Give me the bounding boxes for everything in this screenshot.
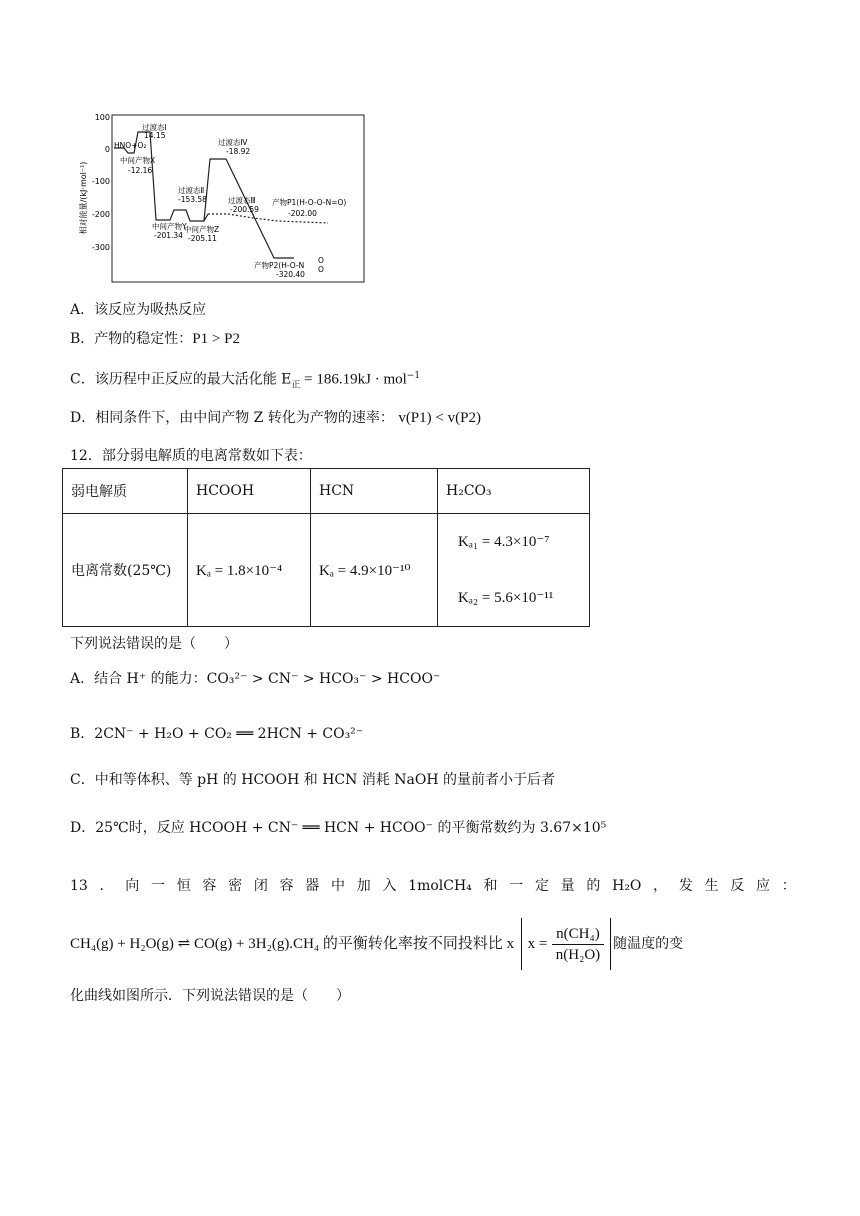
q11-option-c bbox=[70, 366, 420, 395]
label-ts3-value: -200.59 bbox=[230, 205, 259, 214]
stem-word: 恒 bbox=[176, 878, 191, 894]
stem-word: 密 bbox=[228, 878, 243, 894]
energy-profile-diagram bbox=[78, 110, 368, 285]
label-p2: 产物P2(H-O-N bbox=[254, 261, 305, 270]
stem-word: 容 bbox=[202, 878, 217, 894]
ratio-lhs: x = bbox=[527, 936, 548, 952]
label-ts3: 过渡态Ⅲ bbox=[228, 196, 256, 205]
label-ts1-value: 14.15 bbox=[144, 131, 166, 140]
stem-word: 1molCH₄ bbox=[408, 878, 472, 894]
stem-word: 反 bbox=[730, 878, 745, 894]
stem-word: 生 bbox=[704, 878, 719, 894]
label-intz-value: -205.11 bbox=[188, 234, 217, 243]
table-header: HCN bbox=[311, 469, 438, 514]
q11-option-b-text: B．产物的稳定性： bbox=[70, 331, 193, 347]
label-intx-value: -12.16 bbox=[128, 166, 153, 175]
stem-word: 和 bbox=[483, 878, 498, 894]
q13-eq-tail: 随温度的变 bbox=[613, 936, 684, 952]
stem-word: 入 bbox=[382, 878, 397, 894]
stem-word: 闭 bbox=[253, 878, 268, 894]
q13-equation bbox=[70, 918, 683, 970]
y-tick: -300 bbox=[91, 243, 110, 252]
q11-option-d bbox=[70, 408, 481, 428]
q12-option-b: B．2CN⁻ + H₂O + CO₂ ══ 2HCN + CO₃²⁻ bbox=[70, 726, 364, 742]
ionization-constant-table bbox=[62, 468, 590, 627]
q12-option-c: C．中和等体积、等 pH 的 HCOOH 和 HCN 消耗 NaOH 的量前者小于后者 bbox=[70, 772, 556, 788]
q13-line3: 化曲线如图所示．下列说法错误的是（ ） bbox=[70, 988, 350, 1004]
table-cell: Kₐ = 4.9×10⁻¹⁰ bbox=[311, 514, 438, 627]
stem-word: 向 bbox=[125, 878, 140, 894]
stem-word: 一 bbox=[150, 878, 165, 894]
y-tick: -200 bbox=[91, 210, 110, 219]
table-cell: 电离常数(25℃) bbox=[63, 514, 188, 627]
q12-option-d: D．25℃时，反应 HCOOH + CN⁻ ══ HCN + HCOO⁻ 的平衡常数约为 3.67×10⁵ bbox=[70, 820, 607, 836]
stem-word: 定 bbox=[534, 878, 549, 894]
label-ts2-value: -153.58 bbox=[178, 195, 207, 204]
stem-word: 的 bbox=[586, 878, 601, 894]
ratio-numerator: n(CH₄) bbox=[552, 924, 604, 945]
q13-stem bbox=[70, 876, 796, 896]
label-ts1: 过渡态Ⅰ bbox=[142, 123, 167, 132]
stem-word: 中 bbox=[331, 878, 346, 894]
stem-word: 器 bbox=[305, 878, 320, 894]
table-cell-h2co3 bbox=[438, 514, 590, 627]
label-intx: 中间产物X bbox=[120, 156, 156, 165]
y-tick: 0 bbox=[104, 145, 110, 154]
ratio-fraction bbox=[552, 924, 604, 965]
ka1-value: Kₐ₁ = 4.3×10⁻⁷ bbox=[458, 534, 550, 550]
label-p2-o2: O bbox=[318, 265, 324, 274]
table-cell: Kₐ = 1.8×10⁻⁴ bbox=[188, 514, 311, 627]
label-intz: 中间产物Z bbox=[184, 225, 220, 234]
q11-option-c-text: C．该历程中正反应的最大活化能 E bbox=[70, 371, 292, 388]
ratio-bracket bbox=[521, 918, 612, 970]
stem-word: ： bbox=[781, 878, 796, 894]
table-header: 弱电解质 bbox=[63, 469, 188, 514]
ka2-value: Kₐ₂ = 5.6×10⁻¹¹ bbox=[458, 590, 554, 606]
stem-word: ． bbox=[99, 878, 114, 894]
stem-word: 13 bbox=[70, 878, 88, 894]
ratio-denominator: n(H₂O) bbox=[555, 946, 601, 963]
label-ts2: 过渡态Ⅱ bbox=[178, 186, 205, 195]
stem-word: 应 bbox=[756, 878, 771, 894]
q11-option-b-math: P1 > P2 bbox=[192, 331, 240, 347]
y-tick: 100 bbox=[94, 113, 110, 122]
q11-option-c-math: = 186.19kJ · mol bbox=[300, 371, 407, 388]
label-inty: 中间产物Y bbox=[152, 222, 187, 231]
stem-word: 量 bbox=[560, 878, 575, 894]
stem-word: 发 bbox=[678, 878, 693, 894]
label-ts4-value: -18.92 bbox=[226, 147, 251, 156]
q11-option-d-text: D．相同条件下，由中间产物 Z 转化为产物的速率： bbox=[70, 410, 394, 426]
stem-word: ， bbox=[653, 878, 668, 894]
label-inty-value: -201.34 bbox=[154, 231, 183, 240]
q12-question: 下列说法错误的是（ ） bbox=[70, 636, 238, 652]
q12-option-a: A．结合 H⁺ 的能力：CO₃²⁻ > CN⁻ > HCO₃⁻ > HCOO⁻ bbox=[70, 671, 441, 687]
label-p1-value: -202.00 bbox=[288, 209, 317, 218]
q11-option-c-sub: 正 bbox=[291, 380, 301, 391]
q11-option-d-math: v(P1) < v(P2) bbox=[398, 410, 481, 426]
label-p1: 产物P1(H-O-O-N=O) bbox=[272, 198, 347, 207]
table-header: HCOOH bbox=[188, 469, 311, 514]
label-ts4: 过渡态Ⅳ bbox=[218, 138, 248, 147]
stem-word: H₂O bbox=[612, 878, 642, 894]
q12-stem: 12．部分弱电解质的电离常数如下表： bbox=[70, 448, 312, 464]
q11-option-a: A．该反应为吸热反应 bbox=[70, 302, 207, 318]
stem-word: 容 bbox=[279, 878, 294, 894]
q11-option-b bbox=[70, 329, 240, 349]
label-start: HNO+O₂ bbox=[114, 141, 147, 150]
label-p2-value: -320.40 bbox=[276, 270, 305, 279]
y-axis-label: 相对能量/(kJ·mol⁻¹) bbox=[79, 161, 88, 235]
q11-option-c-sup: −1 bbox=[406, 371, 421, 381]
q13-eq-text: CH₄(g) + H₂O(g) ⇌ CO(g) + 3H₂(g).CH₄ 的平衡转化率按不同投料比 x bbox=[70, 936, 515, 952]
y-tick: -100 bbox=[91, 177, 110, 186]
stem-word: 一 bbox=[509, 878, 524, 894]
label-p2-o1: O bbox=[318, 256, 324, 265]
table-header: H₂CO₃ bbox=[438, 469, 590, 514]
stem-word: 加 bbox=[356, 878, 371, 894]
